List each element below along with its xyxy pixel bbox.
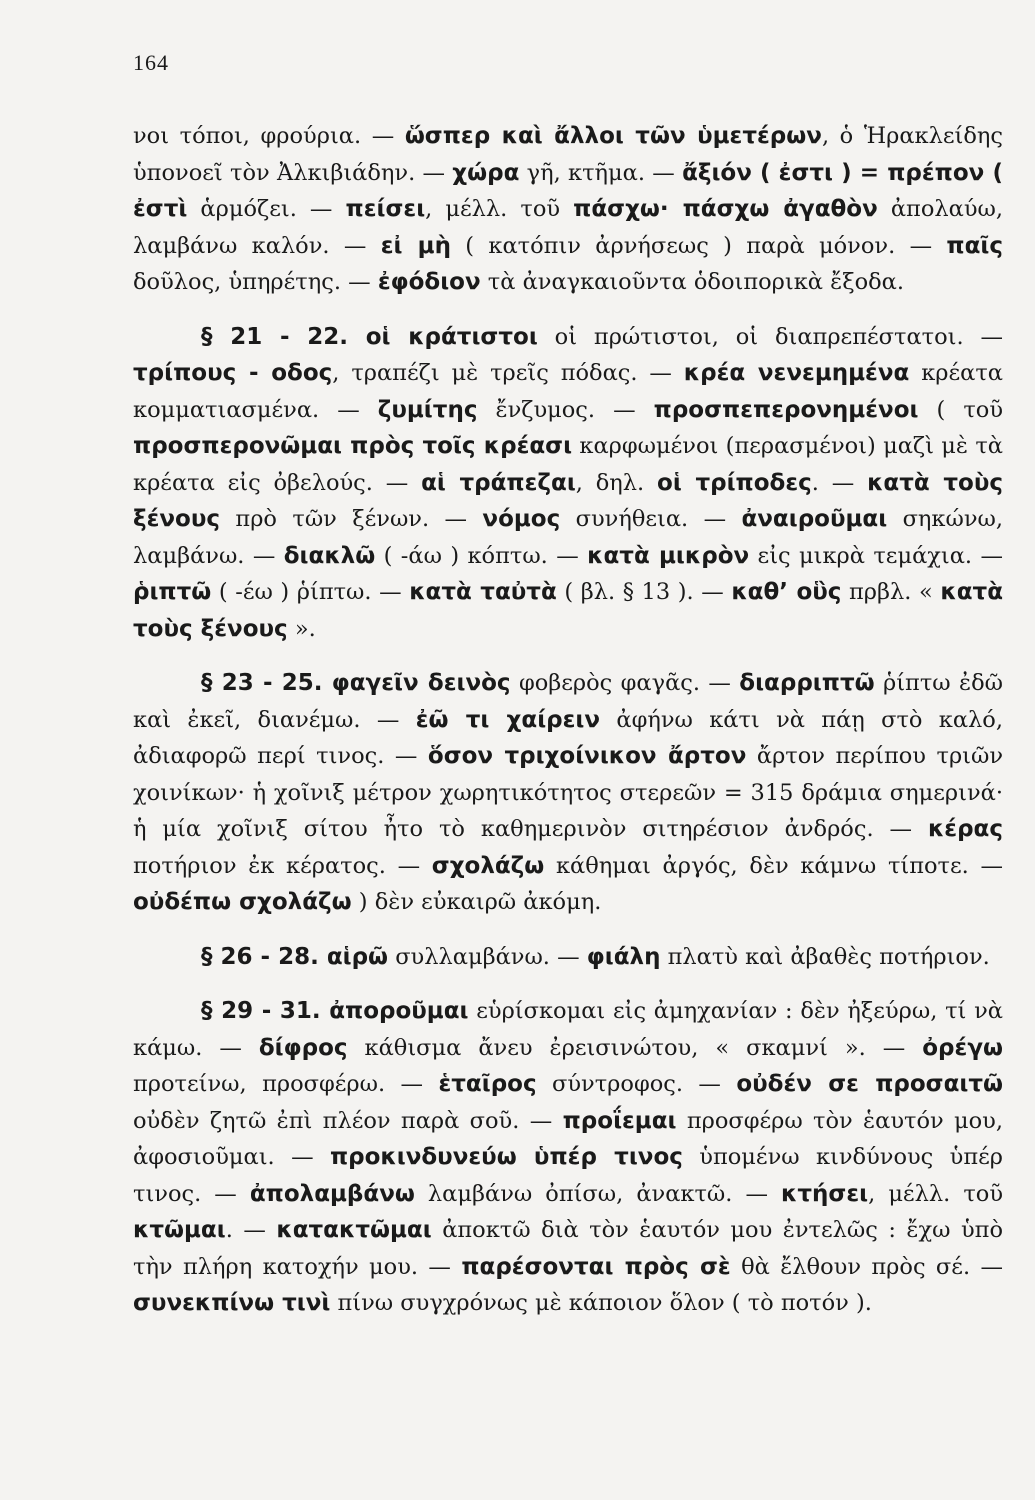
gloss-text: ἀφήνω κάτι νὰ πάῃ στὸ καλό, ἀδιαφορῶ περί τινος. — bbox=[133, 706, 1003, 769]
lemma-term: ὀρέγω bbox=[922, 1034, 1003, 1061]
lemma-term: § 29 - 31. ἀποροῦμαι bbox=[201, 998, 469, 1024]
lemma-term: οὐδέν σε προσαιτῶ bbox=[736, 1071, 1003, 1097]
gloss-text: πρὸ τῶν ξένων. — bbox=[220, 506, 483, 532]
lemma-term: διαρριπτῶ bbox=[739, 670, 875, 696]
gloss-text: ( βλ. § 13 ). — bbox=[556, 579, 732, 605]
gloss-text: φοβερὸς φαγᾶς. — bbox=[510, 670, 740, 696]
lemma-term: οἱ τρίποδες bbox=[657, 469, 812, 496]
lemma-term: ἐφόδιον bbox=[377, 269, 481, 295]
lemma-term: ἀπολαμβάνω bbox=[249, 1180, 415, 1207]
gloss-text: ( -έω ) ῥίπτω. — bbox=[211, 579, 410, 605]
gloss-text: ἀπολαύω, λαμβάνω καλόν. — bbox=[133, 196, 1004, 259]
lemma-term: κρέα νενεμημένα bbox=[683, 360, 910, 386]
gloss-text: , μέλλ. τοῦ bbox=[425, 196, 574, 222]
lemma-term: προσπεπερονημένοι bbox=[653, 396, 919, 423]
gloss-text: λαμβάνω ὀπίσω, ἀνακτῶ. — bbox=[414, 1180, 782, 1207]
gloss-text: θὰ ἔλθουν πρὸς σέ. — bbox=[730, 1253, 1003, 1280]
gloss-text: ». bbox=[287, 615, 316, 642]
lemma-term: νόμος bbox=[482, 506, 561, 532]
paragraph-section-23-25 bbox=[133, 665, 1003, 921]
gloss-text: σύντροφος. — bbox=[536, 1071, 737, 1097]
paragraph-section-21-22 bbox=[133, 319, 1003, 648]
gloss-text: ( -άω ) κόπτω. — bbox=[375, 542, 588, 569]
lemma-term: κέρας bbox=[927, 816, 1003, 842]
lemma-term: εἰ μὴ bbox=[380, 232, 451, 259]
gloss-text: ἔνζυμος. — bbox=[477, 396, 654, 423]
gloss-text: πίνω συγχρόνως μὲ κάποιον ὅλον ( τὸ ποτόν ). bbox=[330, 1290, 872, 1316]
lemma-term: ἑταῖρος bbox=[438, 1071, 537, 1097]
gloss-text: συνήθεια. — bbox=[560, 506, 742, 532]
lemma-term: κατὰ μικρὸν bbox=[587, 542, 750, 569]
page-number: 164 bbox=[133, 50, 169, 75]
gloss-text: γῆ, κτῆμα. — bbox=[519, 159, 683, 186]
lemma-term: δίφρος bbox=[258, 1034, 348, 1061]
lemma-term: § 23 - 25. φαγεῖν δεινὸς bbox=[201, 670, 511, 696]
lemma-term: προκινδυνεύω ὑπέρ τινος bbox=[329, 1144, 683, 1170]
gloss-text: ῥίπτω ἐδῶ καὶ ἐκεῖ, διανέμω. — bbox=[133, 670, 1003, 733]
gloss-text: πρβλ. « bbox=[841, 579, 941, 605]
gloss-text: . — bbox=[811, 469, 868, 496]
lemma-term: κτήσει bbox=[781, 1180, 869, 1207]
lemma-term: ἐῶ τι χαίρειν bbox=[415, 706, 601, 733]
lemma-term: κατὰ τοὺς ξένους bbox=[133, 469, 1004, 532]
gloss-text: κάθισμα ἄνευ ἐρεισινώτου, « σκαμνί ». — bbox=[347, 1034, 923, 1061]
lemma-term: § 21 - 22. οἱ κράτιστοι bbox=[201, 323, 538, 350]
lemma-term: κατακτῶμαι bbox=[276, 1217, 432, 1243]
lemma-term: προσπερονῶμαι πρὸς τοῖς κρέασι bbox=[133, 433, 573, 459]
paragraph-section-26-28 bbox=[133, 939, 1003, 976]
gloss-text: προσφέρω τὸν ἑαυτόν μου, ἀφοσιοῦμαι. — bbox=[133, 1107, 1003, 1170]
gloss-text: ἁρμόζει. — bbox=[187, 196, 346, 222]
gloss-text: ποτήριον ἐκ κέρατος. — bbox=[133, 852, 432, 879]
gloss-text: συλλαμβάνω. — bbox=[388, 943, 587, 970]
gloss-text: κάθημαι ἀργός, δὲν κάμνω τίποτε. — bbox=[544, 852, 1003, 879]
lemma-term: διακλῶ bbox=[283, 542, 376, 569]
gloss-text: ὑπομένω κινδύνους ὑπέρ τινος. — bbox=[133, 1144, 1003, 1207]
lemma-term: παῖς bbox=[946, 232, 1004, 259]
lemma-term: κτῶμαι bbox=[133, 1217, 226, 1243]
gloss-text: ἄρτον περίπου τριῶν χοινίκων· ἡ χοῖνιξ μέτρον χωρητικότητος στερεῶν = 315 δράμια σημερινά· ἡ μία χοῖνιξ σίτου ἦτο τὸ καθημερινὸν σιτηρέσιον ἀνδρός. — bbox=[133, 743, 1004, 842]
lemma-term: § 26 - 28. αἱρῶ bbox=[201, 943, 389, 970]
gloss-text: ἀποκτῶ διὰ τὸν ἑαυτόν μου ἐντελῶς : ἔχω ὑπὸ τὴν πλήρη κατοχήν μου. — bbox=[133, 1217, 1003, 1280]
page-text bbox=[133, 118, 1003, 1322]
gloss-text: , τραπέζι μὲ τρεῖς πόδας. — bbox=[332, 360, 684, 386]
gloss-text: σηκώνω, λαμβάνω. — bbox=[133, 506, 1003, 569]
lemma-term: αἱ τράπεζαι bbox=[421, 469, 576, 496]
lemma-term: φιάλη bbox=[586, 943, 661, 970]
lemma-term: οὐδέπω σχολάζω bbox=[133, 889, 352, 915]
lemma-term: σχολάζω bbox=[431, 852, 545, 879]
gloss-text: καρφωμένοι (περασμένοι) μαζὶ μὲ τὰ κρέατα εἰς ὀβελούς. — bbox=[133, 433, 1003, 496]
lemma-term: κατὰ τοὺς ξένους bbox=[133, 579, 1004, 642]
lemma-term: ἀναιροῦμαι bbox=[741, 506, 888, 532]
paragraph bbox=[133, 118, 1003, 301]
gloss-text: . — bbox=[225, 1217, 277, 1243]
gloss-text: οὐδὲν ζητῶ ἐπὶ πλέον παρὰ σοῦ. — bbox=[133, 1107, 563, 1134]
lemma-term: παρέσονται πρὸς σὲ bbox=[461, 1253, 731, 1280]
lemma-term: ὅσον τριχοίνικον ἄρτον bbox=[427, 743, 747, 769]
gloss-text: ( τοῦ bbox=[918, 396, 1003, 423]
lemma-term: τρίπους - οδος bbox=[133, 360, 333, 386]
gloss-text: , δηλ. bbox=[575, 469, 658, 496]
lemma-term: προΐεμαι bbox=[562, 1107, 677, 1134]
gloss-text: , ὁ Ἡρακλείδης ὑπονοεῖ τὸν Ἀλκιβιάδην. — bbox=[133, 123, 1003, 186]
gloss-text: εὑρίσκομαι εἰς ἀμηχανίαν : δὲν ἠξεύρω, τί νὰ κάμω. — bbox=[133, 998, 1003, 1061]
lemma-term: χώρα bbox=[452, 159, 520, 186]
lemma-term: ζυμίτης bbox=[377, 396, 478, 423]
gloss-text: τὰ ἀναγκαιοῦντα ὁδοιπορικὰ ἔξοδα. bbox=[480, 269, 905, 295]
lemma-term: πάσχω· πάσχω ἀγαθὸν bbox=[573, 196, 878, 222]
lemma-term: ὥσπερ καὶ ἄλλοι τῶν ὑμετέρων bbox=[404, 123, 822, 149]
gloss-text: ) δὲν εὐκαιρῶ ἀκόμη. bbox=[351, 889, 602, 915]
lemma-term: ἄξιόν ( ἐστι ) = πρέπον ( ἐστὶ bbox=[133, 159, 1003, 222]
lemma-term: καθ’ οὓς bbox=[731, 579, 842, 605]
gloss-text: νοι τόποι, φρούρια. — bbox=[133, 123, 405, 149]
gloss-text: δοῦλος, ὑπηρέτης. — bbox=[133, 269, 378, 295]
gloss-text: εἰς μικρὰ τεμάχια. — bbox=[749, 542, 1003, 569]
lemma-term: πείσει bbox=[345, 196, 426, 222]
gloss-text: , μέλλ. τοῦ bbox=[868, 1180, 1003, 1207]
lemma-term: ῥιπτῶ bbox=[133, 579, 212, 605]
gloss-text: πλατὺ καὶ ἀβαθὲς ποτήριον. bbox=[660, 943, 990, 970]
lemma-term: κατὰ ταὐτὰ bbox=[409, 579, 557, 605]
gloss-text: οἱ πρώτιστοι, οἱ διαπρεπέστατοι. — bbox=[537, 323, 1003, 350]
paragraph-section-29-31 bbox=[133, 993, 1003, 1322]
gloss-text: ( κατόπιν ἀρνήσεως ) παρὰ μόνον. — bbox=[450, 232, 947, 259]
gloss-text: κρέατα κομματιασμένα. — bbox=[133, 360, 1003, 423]
lemma-term: συνεκπίνω τινὶ bbox=[133, 1290, 331, 1316]
gloss-text: προτείνω, προσφέρω. — bbox=[133, 1071, 439, 1097]
